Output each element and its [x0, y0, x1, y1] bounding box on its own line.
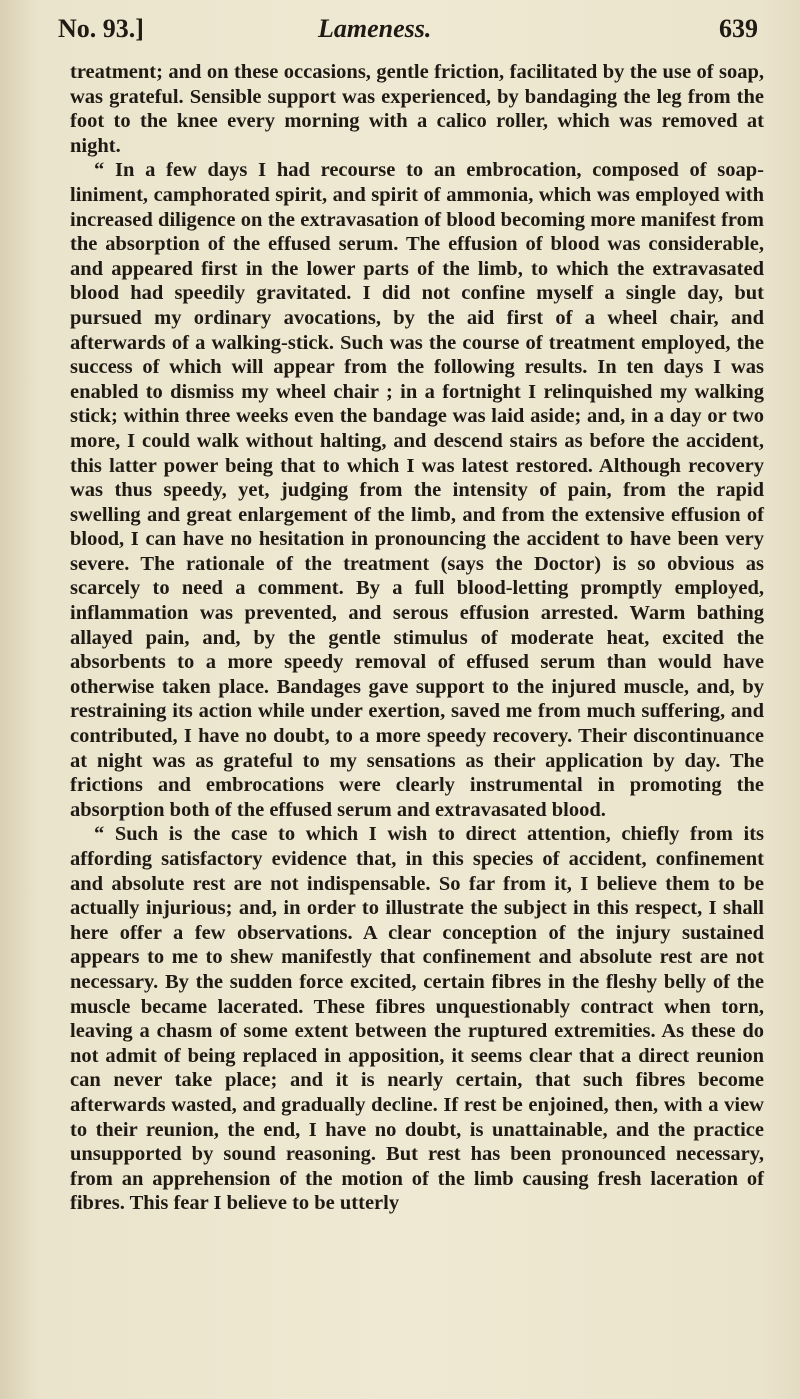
- page-number: 639: [719, 14, 758, 43]
- paragraph-confinement: “ Such is the case to which I wish to direct attention, chiefly from its affording satisfactory evidence that, in this species of accident, confinement and absolute rest are not indispensable. So far from it, I believe them to be actually injurious; and, in order to illustrate the subject in this respect, I shall here offer a few observations. A clear conception of the injury sustained appears to me to shew manifestly that confinement and absolute rest are not necessary. By the sudden force excited, certain fibres in the fleshy belly of the muscle became lacerated. These fibres unquestionably contract when torn, leaving a chasm of some extent between the ruptured extremities. As these do not admit of being replaced in apposition, it seems clear that a direct reunion can never take place; and it is nearly certain, that such fibres become afterwards wasted, and gradually decline. If rest be enjoined, then, with a view to their reunion, the end, I have no doubt, is unattainable, and the practice unsupported by sound reasoning. But rest has been pronounced necessary, from an apprehension of the motion of the limb causing fresh laceration of fibres. This fear I believe to be utterly: [70, 823, 764, 1215]
- body-text: [70, 60, 764, 1216]
- running-head: [58, 14, 758, 54]
- running-title: Lameness.: [318, 14, 432, 43]
- issue-number: No. 93.]: [58, 14, 144, 43]
- paragraph-continued: treatment; and on these occasions, gentle friction, facilitated by the use of soap, was grateful. Sensible support was experienced, by bandaging the leg from the foot to the knee every morning with a calico roller, which was removed at night.: [70, 61, 764, 157]
- paragraph-embrocation: “ In a few days I had recourse to an embrocation, composed of soap-liniment, camphorated spirit, and spirit of ammonia, which was employed with increased diligence on the extravasation of blood becoming more manifest from the absorption of the effused serum. The effusion of blood was considerable, and appeared first in the lower parts of the limb, to which the extravasated blood had speedily gravitated. I did not confine myself a single day, but pursued my ordinary avocations, by the aid first of a wheel chair, and afterwards of a walking-stick. Such was the course of treatment employed, the success of which will appear from the following results. In ten days I was enabled to dismiss my wheel chair ; in a fortnight I relinquished my walking stick; within three weeks even the bandage was laid aside; and, in a day or two more, I could walk without halting, and descend stairs as before the accident, this latter power being that to which I was latest restored. Although recovery was thus speedy, yet, judging from the intensity of pain, from the rapid swelling and great enlargement of the limb, and from the extensive effusion of blood, I can have no hesitation in pronouncing the accident to have been very severe. The rationale of the treatment (says the Doctor) is so obvious as scarcely to need a comment. By a full blood-letting promptly employed, inflammation was prevented, and serous effusion arrested. Warm bathing allayed pain, and, by the gentle stimulus of moderate heat, excited the absorbents to a more speedy removal of effused serum than would have otherwise taken place. Bandages gave support to the injured muscle, and, by restraining its action while under exertion, saved me from much suffering, and contributed, I have no doubt, to a more speedy recovery. Their discontinuance at night was as grateful to my sensations as their application by day. The frictions and embrocations were clearly instrumental in promoting the absorption both of the effused serum and extravasated blood.: [70, 159, 764, 821]
